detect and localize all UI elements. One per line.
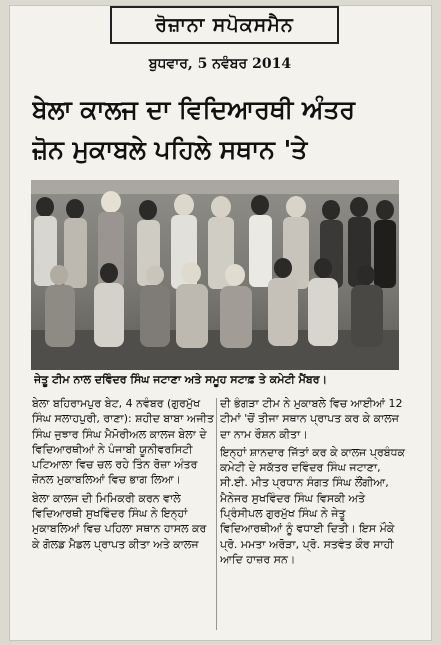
article-paragraph: ਬੇਲਾ ਕਾਲਜ ਦੀ ਮਿਮਿਕਰੀ ਕਰਨ ਵਾਲੇ ਵਿਦਿਆਰਥੀ ਸੁਖਵਿੰਦਰ ਸਿੰਘ ਨੇ ਇਨ੍ਹਾਂ ਮੁਕਾਬਲਿਆਂ ਵਿਚ ਪਹਿਲਾ ਸਥਾਨ ਹਾਸਲ ਕਰ ਕੇ ਗੋਲਡ ਮੈਡਲ ਪ੍ਰਾਪਤ ਕੀਤਾ ਅਤੇ ਕਾਲਜ bbox=[32, 491, 207, 551]
photo-caption: ਜੇਤੂ ਟੀਮ ਨਾਲ ਦਵਿੰਦਰ ਸਿੰਘ ਜਟਾਣਾ ਅਤੇ ਸਮੂਹ ਸਟਾਫ਼ ਤੇ ਕਮੇਟੀ ਮੈਂਬਰ। bbox=[34, 373, 327, 386]
article-headline bbox=[32, 90, 412, 172]
headline-line-1: ਬੇਲਾ ਕਾਲਜ ਦਾ ਵਿਦਿਆਰਥੀ ਅੰਤਰ bbox=[32, 95, 355, 124]
group-photo bbox=[31, 180, 399, 370]
dateline: ਬੁਧਵਾਰ, 5 ਨਵੰਬਰ 2014 bbox=[148, 56, 292, 72]
article-paragraph: ਇਨ੍ਹਾਂ ਸ਼ਾਨਦਾਰ ਜਿੱਤਾਂ ਕਰ ਕੇ ਕਾਲਜ ਪ੍ਰਬੰਧਕ ਕਮੇਟੀ ਦੇ ਸਕੱਤਰ ਦਵਿੰਦਰ ਸਿੰਘ ਜਟਾਣਾ, ਸੀ.ਈ. ਮੀਤ ਪ੍ਰਧਾਨ ਸੰਗਤ ਸਿੰਘ ਲੌਂਗੀਆ, ਮੈਨੇਜਰ ਸੁਖਵਿੰਦਰ ਸਿੰਘ ਵਿਸਕੀ ਅਤੇ ਪ੍ਰਿੰਸੀਪਲ ਗੁਰਮੁੱਖ ਸਿੰਘ ਨੇ ਜੇਤੂ ਵਿਦਿਆਰਥੀਆਂ ਨੂੰ ਵਧਾਈ ਦਿਤੀ। ਇਸ ਮੌਕੇ ਪ੍ਰੋ. ਮਮਤਾ ਅਰੋੜਾ, ਪ੍ਰੋ. ਸਤਵੰਤ ਕੌਰ ਸਾਹੀ ਆਦਿ ਹਾਜ਼ਰ ਸਨ। bbox=[220, 445, 406, 566]
newspaper-masthead: ਰੋਜ਼ਾਨਾ ਸਪੋਕਸਮੈਨ bbox=[110, 6, 339, 44]
headline-line-2: ਜ਼ੋਨ ਮੁਕਾਬਲੇ ਪਹਿਲੇ ਸਥਾਨ 'ਤੇ bbox=[32, 135, 308, 164]
column-divider bbox=[216, 398, 217, 630]
article-column-right bbox=[220, 396, 408, 632]
group-photo-image bbox=[31, 180, 399, 370]
article-column-left bbox=[32, 396, 214, 632]
article-paragraph: ਦੀ ਭੰਗੜਾ ਟੀਮ ਨੇ ਮੁਕਾਬਲੇ ਵਿਚ ਆਈਆਂ 12 ਟੀਮਾਂ 'ਚੋਂ ਤੀਜਾ ਸਥਾਨ ਪ੍ਰਾਪਤ ਕਰ ਕੇ ਕਾਲਜ ਦਾ ਨਾਮ ਰੌਸ਼ਨ ਕੀਤਾ। bbox=[220, 397, 403, 441]
article-paragraph: ਬੇਲਾ ਬਹਿਰਾਮਪੁਰ ਬੇਟ, 4 ਨਵੰਬਰ (ਗੁਰਮੁੱਖ ਸਿੰਘ ਸਲਾਹਪੁਰੀ, ਰਾਣਾ): ਸ਼ਹੀਦ ਬਾਬਾ ਅਜੀਤ ਸਿੰਘ ਜੁਝਾਰ ਸਿੰਘ ਮੈਮੋਰੀਅਲ ਕਾਲਜ ਬੇਲਾ ਦੇ ਵਿਦਿਆਰਥੀਆਂ ਨੇ ਪੰਜਾਬੀ ਯੂਨੀਵਰਸਿਟੀ ਪਟਿਆਲਾ ਵਿਚ ਚਲ ਰਹੇ ਤਿੰਨ ਰੋਜ਼ਾ ਅੰਤਰ ਜ਼ੋਨਲ ਮੁਕਾਬਲਿਆਂ ਵਿਚ ਭਾਗ ਲਿਆ। bbox=[32, 397, 214, 487]
